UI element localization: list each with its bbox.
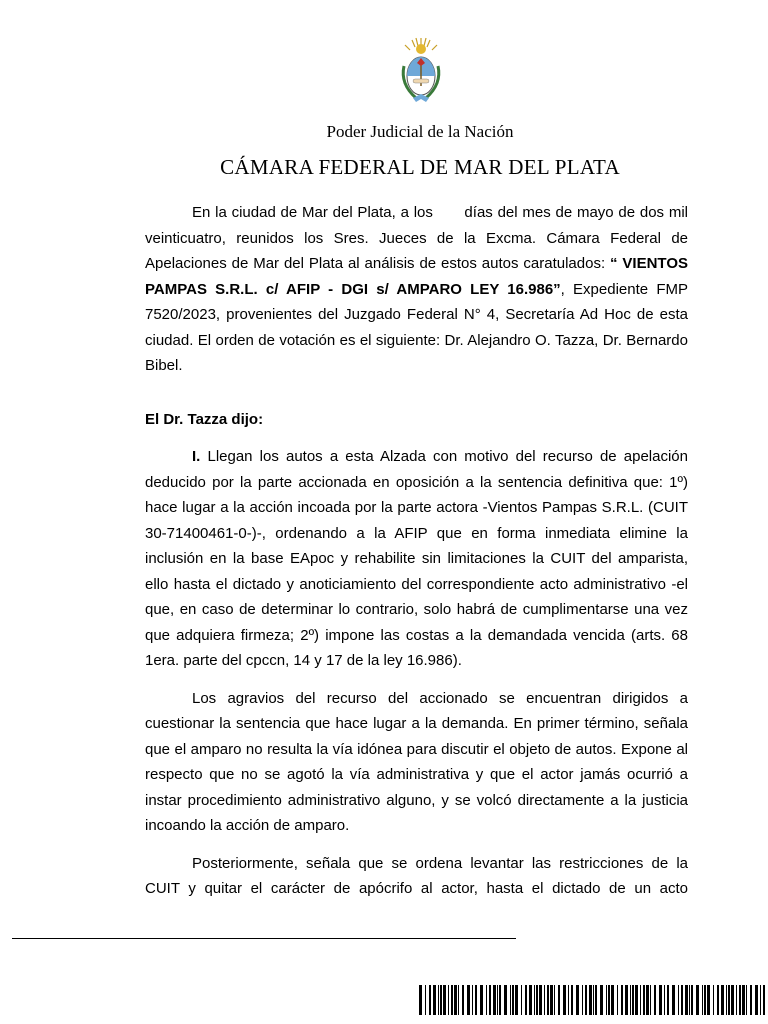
paragraph-1	[145, 444, 688, 674]
section-number: I.	[192, 448, 201, 465]
barcode-icon	[419, 985, 768, 1015]
intro-text-a: En la ciudad de Mar del Plata, a los	[192, 204, 438, 221]
paragraph-1-text: Llegan los autos a esta Alzada con motivo del recurso de apelación deducido por la parte accionada en oposición a la sentencia definitiva que: 1º) hace lugar a la acción incoada por la parte actora -Vientos Pampas S.R.L. (CUIT 30-71400461-0-)-, ordenando a la AFIP que en forma inmediata elimine la inclusión en la base EApoc y rehabilite sin limitaciones la CUIT del amparista, ello hasta el dictado y anoticiamiento del correspondiente acto administrativo -el que, en caso de determinar lo contrario, solo habrá de cumplimentarse una vez que adquiera firmeza; 2º) impone las costas a la demandada vencida (arts. 68 1era. parte del cpccn, 14 y 17 de la ley 16.986).	[145, 448, 688, 669]
intro-text-c: , Expediente FMP 7520/2023, provenientes del Juzgado Federal N° 4, Secretaría Ad Hoc de esta ciudad. El orden de votación es el siguiente: Dr. Alejandro O. Tazza, Dr. Bernardo Bibel.	[145, 280, 688, 374]
paragraph-2: Los agravios del recurso del accionado se encuentran dirigidos a cuestionar la sentencia que hace lugar a la demanda. En primer término, señala que el amparo no resulta la vía idónea para discutir el objeto de autos. Expone al respecto que no se agotó la vía administrativa y que el actor jamás ocurrió a instar procedimiento administrativo alguno, y se volcó directamente a la justicia incoando la acción de amparo.	[145, 689, 688, 834]
speaker-heading: El Dr. Tazza dijo:	[145, 410, 264, 428]
argentina-coat-of-arms-icon	[396, 36, 446, 106]
intro-paragraph	[145, 200, 688, 379]
footer-rule	[12, 938, 516, 939]
paragraph-3: Posteriormente, señala que se ordena levantar las restricciones de la CUIT y quitar el carácter de apócrifo al actor, hasta el dictado de un acto	[145, 854, 688, 897]
document-body	[145, 200, 688, 902]
institution-title: Poder Judicial de la Nación	[326, 122, 514, 141]
case-title: “ VIENTOS PAMPAS S.R.L. c/ AFIP - DGI s/ AMPARO LEY 16.986”	[145, 255, 688, 298]
court-title: CÁMARA FEDERAL DE MAR DEL PLATA	[220, 155, 620, 179]
intro-text-b: días del mes de mayo de dos mil veinticuatro, reunidos los Sres. Jueces de la Excma. Cámara Federal de Apelaciones de Mar del Plata al análisis de estos autos caratulados:	[145, 204, 688, 272]
